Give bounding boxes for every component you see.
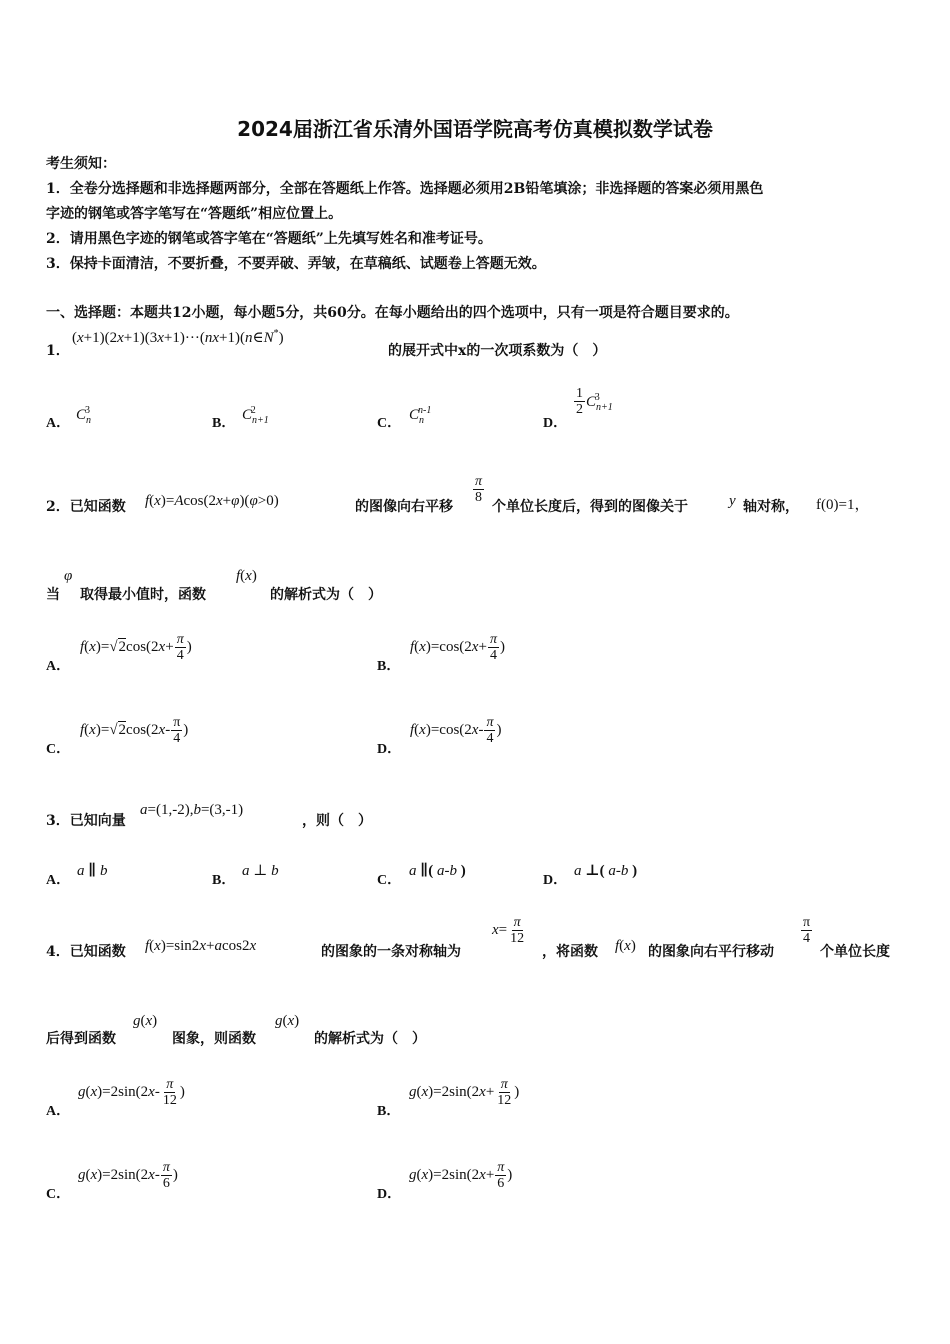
q4-option-a: g(x)=2sin(2x- $\frac{\pi}{12}$ ): [78, 1077, 185, 1108]
q1-option-a-label: A．: [46, 416, 71, 431]
q4-option-c-label: C．: [46, 1187, 71, 1202]
q2-stem-c: 个单位长度后，得到的图像关于: [492, 499, 688, 515]
notice-item-1b: 字迹的钢笔或答字笔写在“答题纸”相应位置上。: [46, 206, 343, 222]
section-heading: 一、选择题：本题共12小题，每小题5分，共60分。在每小题给出的四个选项中，只有一项是符合题目要求的。: [46, 305, 739, 321]
notice-heading: 考生须知：: [46, 156, 116, 172]
q3-stem-a: 3．已知向量: [46, 813, 126, 829]
q2-phi: φ: [64, 568, 73, 584]
q3-option-b: a ⊥ b: [242, 863, 279, 879]
q4-shift-fraction: $\frac{\pi}{4}$: [803, 915, 811, 946]
q3-option-c: a ∥( a-b ): [409, 863, 466, 879]
q4-stem-e: 个单位长度: [820, 944, 890, 960]
q4-stem-a: 4．已知函数: [46, 944, 126, 960]
q2-stem-b: 的图像向右平移: [355, 499, 453, 515]
q1-option-a: $C_n^3$: [76, 405, 92, 426]
q2-f0: f(0)=1，: [816, 497, 870, 513]
q3-option-d-label: D．: [543, 873, 568, 888]
q4-option-b-label: B．: [377, 1104, 401, 1119]
q2-option-b: f(x)=cos(2x+ $\frac{\pi}{4}$ ): [410, 632, 505, 663]
q2-stem-d: 轴对称，: [743, 499, 799, 515]
q3-vectors: a=(1,-2),b=(3,-1): [140, 802, 244, 818]
q1-option-b: $C_{n+1}^2$: [242, 405, 269, 426]
q3-option-b-label: B．: [212, 873, 236, 888]
q4-option-b: g(x)=2sin(2x+ $\frac{\pi}{12}$ ): [409, 1077, 520, 1108]
q2-stem-e: 当: [46, 587, 60, 603]
q1-stem: 的展开式中x的一次项系数为（ ）: [388, 343, 607, 359]
q4-gx-2: g(x): [275, 1013, 300, 1029]
q2-function: f(x)=Acos(2x+φ)(φ>0): [145, 493, 279, 509]
q3-option-a: a ∥ b: [77, 863, 108, 879]
q2-option-d-label: D．: [377, 742, 402, 757]
page-title: 2024届浙江省乐清外国语学院高考仿真模拟数学试卷: [237, 117, 713, 141]
notice-item-3: 3．保持卡面清洁，不要折叠，不要弄破、弄皱，在草稿纸、试题卷上答题无效。: [46, 256, 546, 272]
q3-option-c-label: C．: [377, 873, 402, 888]
q1-option-c-label: C．: [377, 416, 402, 431]
q2-y: y: [729, 493, 736, 509]
q1-option-b-label: B．: [212, 416, 236, 431]
q4-option-d-label: D．: [377, 1187, 402, 1202]
q2-option-a: f(x)=√2cos(2x+ $\frac{\pi}{4}$ ): [80, 632, 192, 663]
q4-gx-1: g(x): [133, 1013, 158, 1029]
q4-stem-f: 后得到函数: [46, 1031, 116, 1047]
q4-option-a-label: A．: [46, 1104, 71, 1119]
q2-stem-f: 取得最小值时，函数: [80, 587, 206, 603]
q2-stem-a: 2．已知函数: [46, 499, 126, 515]
q4-axis: x= $\frac{\pi}{12}$: [492, 915, 525, 946]
q2-option-c: f(x)=√2cos(2x- $\frac{\pi}{4}$ ): [80, 715, 189, 746]
notice-item-1a: 1．全卷分选择题和非选择题两部分，全部在答题纸上作答。选择题必须用2B铅笔填涂；非选择题的答案必须用黑色: [46, 181, 764, 197]
q1-option-d: $\frac{1}{2}$ $C_{n+1}^3$: [576, 386, 613, 417]
q4-function: f(x)=sin2x+acos2x: [145, 938, 257, 954]
q2-shift-fraction: $\frac{\pi}{8}$: [475, 474, 483, 505]
q2-option-a-label: A．: [46, 659, 71, 674]
q1-number: 1．: [46, 343, 70, 359]
q2-fx: f(x): [236, 568, 257, 584]
q1-option-d-label: D．: [543, 416, 568, 431]
q2-option-b-label: B．: [377, 659, 401, 674]
q3-option-a-label: A．: [46, 873, 71, 888]
q3-option-d: a ⊥( a-b ): [574, 863, 638, 879]
q3-stem-b: ，则（ ）: [302, 813, 372, 829]
q4-option-c: g(x)=2sin(2x- $\frac{\pi}{6}$ ): [78, 1160, 178, 1191]
q2-stem-g: 的解析式为（ ）: [270, 587, 382, 603]
q4-stem-c: ，将函数: [542, 944, 598, 960]
q4-stem-h: 的解析式为（ ）: [314, 1031, 426, 1047]
q4-fx: f(x): [615, 938, 636, 954]
q4-stem-g: 图象，则函数: [172, 1031, 256, 1047]
q2-option-d: f(x)=cos(2x- $\frac{\pi}{4}$ ): [410, 715, 502, 746]
q4-stem-d: 的图象向右平行移动: [648, 944, 774, 960]
q1-expression: (x+1)(2x+1)(3x+1)···(nx+1)(n∈N*): [72, 328, 284, 346]
q4-option-d: g(x)=2sin(2x+ $\frac{\pi}{6}$ ): [409, 1160, 513, 1191]
notice-item-2: 2．请用黑色字迹的钢笔或答字笔在“答题纸”上先填写姓名和准考证号。: [46, 231, 492, 247]
q2-option-c-label: C．: [46, 742, 71, 757]
q1-option-c: $C_n^{n-1}$: [409, 405, 432, 426]
q4-stem-b: 的图象的一条对称轴为: [321, 944, 461, 960]
